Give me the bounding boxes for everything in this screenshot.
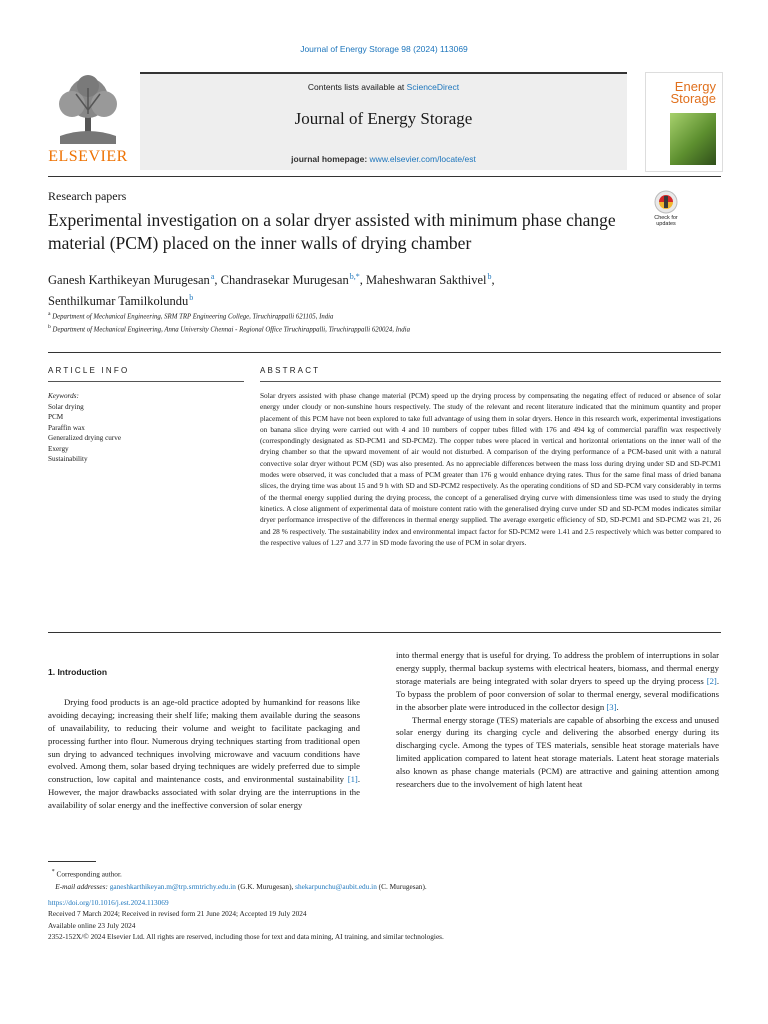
cover-title bbox=[670, 81, 716, 105]
keyword-item: Solar drying bbox=[48, 402, 84, 411]
copyright-line: 2352-152X/© 2024 Elsevier Ltd. All rights are reserved, including those for text and data mining, AI training, and similar technologies. bbox=[48, 932, 444, 942]
keyword-item: Exergy bbox=[48, 444, 69, 453]
cover-title-line2: Storage bbox=[670, 91, 716, 106]
journal-cover-thumbnail[interactable] bbox=[645, 72, 723, 172]
citation-link[interactable]: [1] bbox=[347, 774, 358, 785]
contents-prefix: Contents lists available at bbox=[307, 82, 407, 92]
divider-top bbox=[48, 176, 721, 177]
homepage-line bbox=[140, 154, 627, 164]
keyword-item: Paraffin wax bbox=[48, 423, 85, 432]
article-info-rule bbox=[48, 381, 244, 382]
author-list bbox=[48, 268, 688, 310]
intro-text: . However, the major drawbacks associated with solar drying are the interruptions in the availability of solar energy and the ineffective conversion of solar energy bbox=[48, 774, 360, 811]
email-link[interactable]: ganeshkarthikeyan.m@trp.srmtrichy.edu.in bbox=[109, 881, 236, 891]
affiliation-item bbox=[48, 322, 708, 335]
journal-title: Journal of Energy Storage bbox=[294, 109, 473, 128]
crossmark-label: Check for updates bbox=[654, 215, 678, 227]
abstract-heading: ABSTRACT bbox=[260, 366, 321, 375]
intro-text: Drying food products is an age-old practice adopted by humankind for reasons like avoiding decaying; increasing their shelf life; making them available during the seasons of unavailability, to reducing their volume and weight to facilitate packaging and processing further into flour. Numerous drying techniques starting from traditional open sun drying to advanced techniques involving microwave and vacuum conditions have evolved. Among them, solar based drying techniques are widely preferred due to simple construction, low capital and maintenance costs, and environmental sustainability bbox=[48, 696, 360, 785]
citation-link[interactable]: [3] bbox=[606, 701, 617, 712]
contents-line bbox=[140, 82, 627, 92]
email-line bbox=[48, 881, 728, 894]
homepage-link[interactable]: www.elsevier.com/locate/est bbox=[369, 154, 476, 164]
author-separator: , bbox=[214, 273, 221, 288]
cover-image bbox=[670, 113, 716, 165]
email-owner: (C. Murugesan). bbox=[376, 881, 427, 891]
corresponding-author-note: * Corresponding author. bbox=[51, 869, 122, 879]
affiliation-mark: b bbox=[48, 324, 51, 331]
elsevier-tree-icon bbox=[48, 74, 128, 148]
elsevier-logo[interactable] bbox=[48, 74, 128, 166]
masthead-banner bbox=[140, 72, 627, 170]
divider-after-abstract bbox=[48, 632, 721, 633]
check-for-updates-badge[interactable] bbox=[648, 190, 684, 232]
body-column-left bbox=[48, 666, 360, 812]
abstract-body: Solar dryers assisted with phase change material (PCM) speed up the drying process by compensating the negating effect of reduced or absence of solar energy under cloudy or non-sunshine hours respectively. The study of the relevant and recent literature indicated that the minimum quantity and proper placement of this PCM have not been explored to take full advantage of using them in solar dryers. Hence in this research work, experimental investigations on banana slice drying were carried out with 4 and 10 numbers of copper tubes filled with 176 and 494 kg of commercial paraffin wax respectively (correspondingly designated as SD-PCM1 and SD-PCM2). The copper tubes were placed in vertical and horizontal orientations on the inner wall of the drying chamber so that the upward movement of air would not disturbed. A comparison of the drying performance of a PCM-based unit with a natural convective solar dryer without PCM (SD) was also presented. As no appreciable differences between the mass loss during drying under SD and SD-PCM1 modes were observed, it was concluded that a mass of PCM greater than 176 g would enhance drying rates. Thus for the same final mass of dried banana slices, the drying time was about 15 and 9 h with SD and SD-PCM2 respectively. As the operating conditions of SD and SD-PCM vary considerably in terms of the thermal energy supplied during the drying process, the concept of a generalised drying curve with dimensionless time was used to study the drying kinetics. A close alignment of experimental data of moisture content ratio with the generalised drying curve under SD and SD-PCM modes indicates similar dryer performance irrespective of the differences in thermal energy supplied. The average exergetic efficiency of SD, SD-PCM1 and SD-PCM2 was 21, 26 and 28 % respectively. The sustainability index and environmental impact factor for SD-PCM2 were 1.41 and 2.5 respectively which was better compared to the respective values of 1.27 and 3.77 in SD mode favoring the use of PCM in solar dryers. bbox=[260, 391, 721, 547]
citation-link[interactable]: [2] bbox=[706, 675, 717, 686]
author-affiliation-mark[interactable]: b,* bbox=[349, 272, 360, 281]
footnote-rule bbox=[48, 861, 96, 862]
email-label: E-mail addresses: bbox=[55, 881, 110, 891]
available-online: Available online 23 July 2024 bbox=[48, 920, 136, 930]
crossmark-icon bbox=[648, 190, 684, 216]
keywords-block bbox=[48, 391, 121, 465]
author-name[interactable]: Ganesh Karthikeyan Murugesan bbox=[48, 273, 210, 288]
article-section-label: Research papers bbox=[48, 189, 127, 203]
keyword-item: PCM bbox=[48, 413, 64, 421]
author-affiliation-mark[interactable]: a bbox=[210, 272, 215, 281]
author-affiliation-mark[interactable]: b bbox=[487, 272, 492, 281]
publisher-name: ELSEVIER bbox=[48, 148, 128, 165]
intro-paragraph-2: Thermal energy storage (TES) materials are capable of absorbing the excess and unused solar energy during its charging cycle and delivering the absorbed energy during its discharging cycle. Among the types of TES materials, sensible heat storage materials have limited application compared to latent heat storage materials. Latent heat storage materials also known as phase change materials (PCM) are attractive and gaining attention among researchers due to the involvement of high latent heat bbox=[396, 714, 719, 790]
body-column-right bbox=[396, 649, 719, 791]
affiliations bbox=[48, 309, 708, 336]
cover-title-line1: Energy bbox=[674, 79, 716, 94]
received-dates: Received 7 March 2024; Received in revised form 21 June 2024; Accepted 19 July 2024 bbox=[48, 909, 307, 919]
email-owner: (G.K. Murugesan), bbox=[235, 881, 296, 891]
keywords-label: Keywords: bbox=[48, 392, 79, 400]
affiliation-mark: a bbox=[48, 311, 51, 317]
author-separator: , bbox=[359, 273, 367, 288]
journal-reference-link[interactable]: Journal of Energy Storage 98 (2024) 113069 bbox=[300, 44, 468, 54]
doi-link[interactable]: https://doi.org/10.1016/j.est.2024.113069 bbox=[48, 898, 169, 907]
footnotes bbox=[48, 866, 728, 893]
section-heading-introduction: 1. Introduction bbox=[48, 667, 108, 677]
abstract-rule bbox=[260, 381, 721, 382]
intro-text: into thermal energy that is useful for drying. To address the problem of interruptions in solar energy supply, thermal backup systems with electrical heaters, biomass, and thermal energy storage materials are being integrated with solar dryers to speed up the drying process bbox=[396, 650, 719, 686]
email-link[interactable]: shekarpunchu@aubit.edu.in bbox=[295, 881, 377, 891]
author-name[interactable]: Maheshwaran Sakthivel bbox=[366, 273, 487, 288]
author-name[interactable]: Chandrasekar Murugesan bbox=[220, 273, 349, 288]
intro-text: . bbox=[616, 701, 619, 712]
intro-paragraph-1 bbox=[48, 696, 360, 812]
intro-paragraph-1-continued bbox=[396, 649, 719, 714]
keyword-item: Sustainability bbox=[48, 455, 88, 463]
author-name[interactable]: Senthilkumar Tamilkolundu bbox=[48, 294, 189, 309]
intro-text: . To bypass the problem of poor conversion of solar to thermal energy, several modifications in the absorber plate were introduced in the collector design bbox=[396, 675, 719, 712]
homepage-label: journal homepage: bbox=[291, 154, 370, 164]
keyword-item: Generalized drying curve bbox=[48, 434, 122, 442]
author-affiliation-mark[interactable]: b bbox=[189, 293, 194, 303]
affiliation-item bbox=[48, 309, 708, 322]
divider-mid bbox=[48, 352, 721, 353]
paper-title: Experimental investigation on a solar dryer assisted with minimum phase change material (PCM) placed on the inner walls of drying chamber bbox=[48, 210, 616, 253]
article-info-heading: ARTICLE INFO bbox=[48, 366, 130, 375]
author-separator: , bbox=[491, 273, 495, 288]
corresponding-author-text: Corresponding author. bbox=[56, 869, 122, 879]
front-matter bbox=[48, 897, 738, 943]
affiliation-text: Department of Mechanical Engineering, SRM TRP Engineering College, Tiruchirappalli 621105, India bbox=[52, 313, 334, 321]
affiliation-text: Department of Mechanical Engineering, Anna University Chennai - Regional Office Tiruchirappalli, Tiruchirappalli 620024, India bbox=[52, 326, 410, 334]
sciencedirect-link[interactable]: ScienceDirect bbox=[406, 82, 460, 92]
